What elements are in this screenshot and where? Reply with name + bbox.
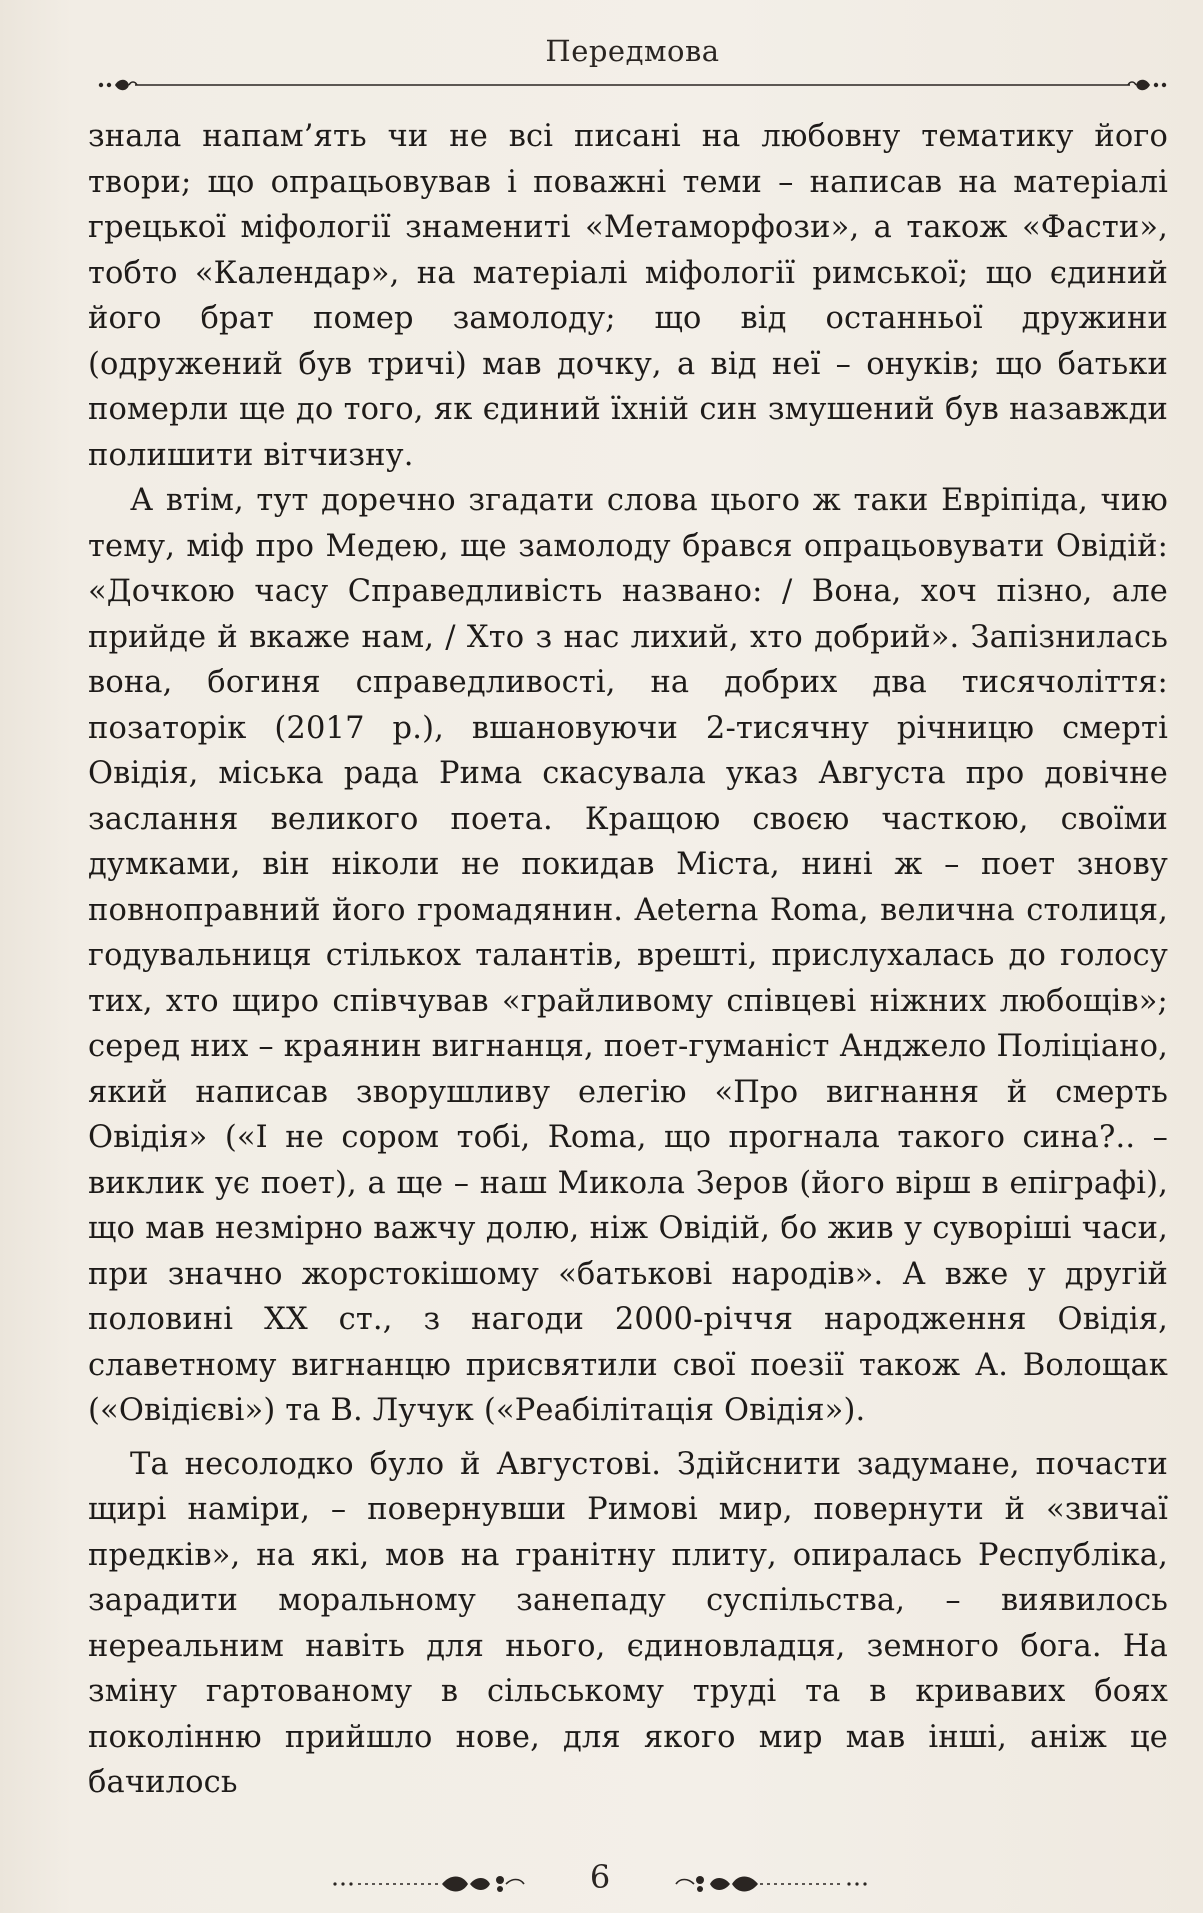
paragraph-3: Та несолодко було й Августові. Здійснити задумане, почасти щирі наміри, – повернувши Римові мир, повернути й «звичаї предків», на які, мов на гранітну плиту, опиралась Республіка, зарадити моральному занепаду суспільства, – виявилось нереальним навіть для нього, єдиновладця, земного бога. На зміну гартованому в сільському труді та в кривавих боях поколінню прийшло нове, для якого мир мав інші, аніж це бачилось [88, 1446, 1168, 1800]
main-text [88, 114, 1168, 1806]
running-header [95, 30, 1170, 100]
page-footer [330, 1858, 870, 1902]
paragraph-1: знала напам’ять чи не всі писані на любовну тематику його твори; що опрацьовував і поважні теми – написав на матеріалі грецької міфології знамениті «Метаморфози», а також «Фасти», тобто «Календар», на матеріалі міфології римської; що єдиний його брат помер замолоду; що від останньої дружини (одружений був тричі) мав дочку, а від неї – онуків; що батьки померли ще до того, як єдиний їхній син змушений був назавжди полишити вітчизну. [88, 119, 1168, 473]
header-title: Передмова [545, 34, 720, 68]
header-flourish-rule-icon [95, 70, 1170, 100]
footer-right-leaf-ornament-icon [660, 1868, 870, 1896]
paragraph-2: А втім, тут доречно згадати слова цього ж таки Евріпіда, чию тему, міф про Медею, ще замолоду брався опрацьовувати Овідій: «Дочкою часу Справедливість названо: / Вона, хоч пізно, але прийде й вкаже нам, / Хто з нас лихий, хто добрий». Запізнилась вона, богиня справедливості, на добрих два тисячоліття: позаторік (2017 р.), вшановуючи 2-тисячну річницю смерті Овідія, міська рада Рима скасувала указ Августа про довічне заслання великого поета. Кращою своєю часткою, своїми думками, він ніколи не покидав Міста, нині ж – поет знову повноправний його громадянин. Aeterna Roma, велична столиця, годувальниця стількох талантів, врешті, прислухалась до голосу тих, хто щиро співчував «грайливому співцеві ніжних любощів»; серед них – краянин вигнанця, поет-гуманіст Анджело Поліціано, який написав зворушливу елегію «Про вигнання й смерть Овідія» («І не сором тобі, Roma, що прогнала такого сина?.. – виклик ує поет), а ще – наш Микола Зеров (його вірш в епіграфі), що мав незмірно важчу долю, ніж Овідій, бо жив у суворіші часи, при значно жорстокішому «батькові народів». А вже у другій половині XX ст., з нагоди 2000-річчя народження Овідія, славетному вигнанцю присвятили свої поезії також А. Волощак («Овідієві») та В. Лучук («Реабілітація Овідія»). [88, 483, 1168, 1428]
page-number: 6 [589, 1858, 611, 1896]
